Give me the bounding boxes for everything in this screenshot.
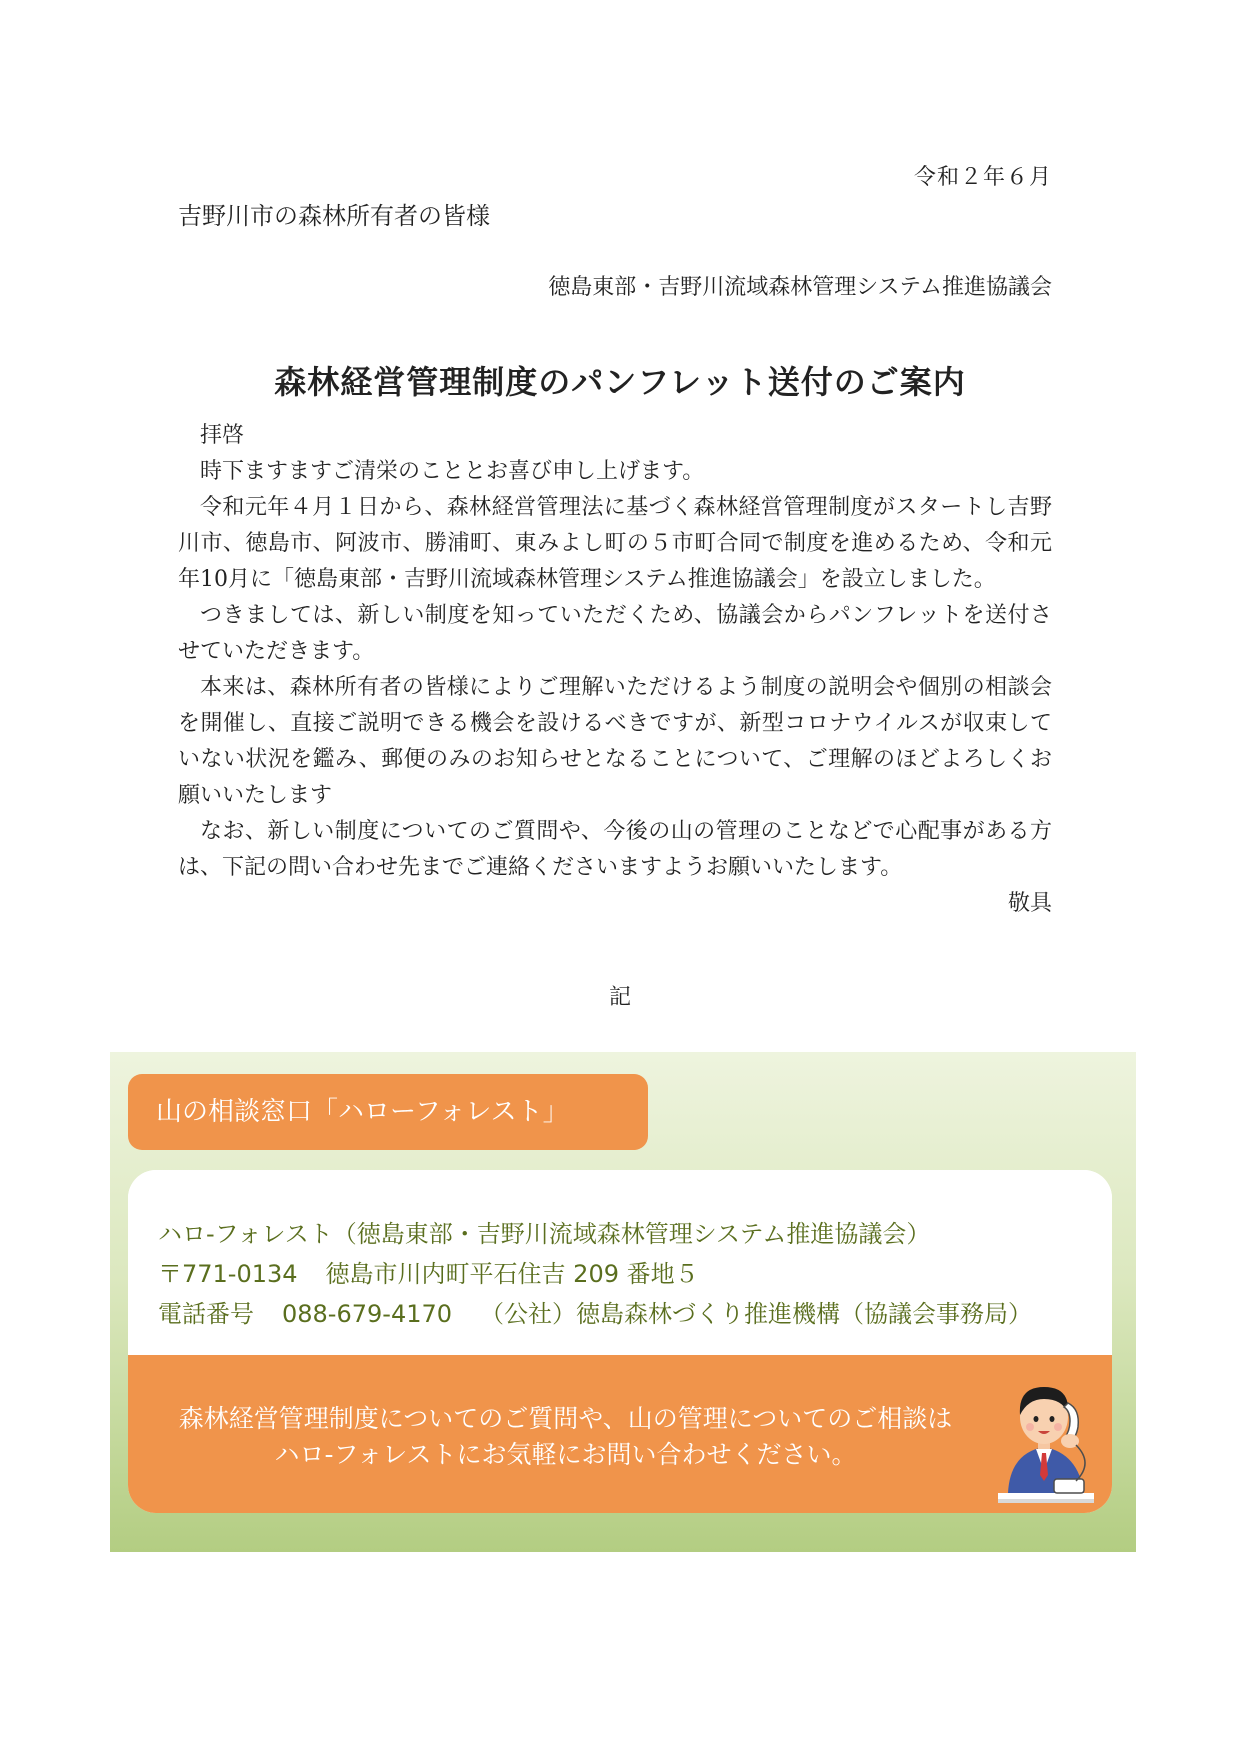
document-title: 森林経営管理制度のパンフレット送付のご案内 <box>274 363 966 401</box>
phone-line <box>158 1294 1032 1329</box>
closing: 敬具 <box>1007 891 1052 916</box>
greeting: 拝啓 <box>200 423 245 448</box>
sender: 徳島東部・吉野川流域森林管理システム推進協議会 <box>548 275 1052 300</box>
office-name: （公社）徳島森林づくり推進機構（協議会事務局） <box>480 1300 1033 1328</box>
person-on-phone-icon <box>998 1375 1094 1505</box>
phone-label: 電話番号 <box>158 1300 254 1328</box>
ki-marker: 記 <box>608 985 631 1010</box>
paragraph: 本来は、森林所有者の皆様によりご理解いただけるよう制度の説明会や個別の相談会を開催し、直接ご説明できる機会を設けるべきですが、新型コロナウイルスが収束していない状況を鑑み、郵便のみのお知らせとなることについて、ご理解のほどよろしくお願いいたします <box>178 675 1052 808</box>
recipient: 吉野川市の森林所有者の皆様 <box>178 202 490 230</box>
phone-number: 088-679-4170 <box>282 1300 453 1328</box>
address: 徳島市川内町平石住吉 209 番地５ <box>325 1260 699 1288</box>
address-line <box>158 1254 699 1289</box>
paragraph: 令和元年４月１日から、森林経営管理法に基づく森林経営管理制度がスタートし吉野川市、徳島市、阿波市、勝浦町、東みよし町の５市町合同で制度を進めるため、令和元年10月に「徳島東部・吉野川流域森林管理システム推進協議会」を設立しました。 <box>178 495 1052 592</box>
letter-body <box>178 418 1052 922</box>
paragraph: なお、新しい制度についてのご質問や、今後の山の管理のことなどで心配事がある方は、下記の問い合わせ先までご連絡くださいますようお願いいたします。 <box>178 819 1052 880</box>
notice-line: ハロ-フォレストにお気軽にお問い合わせください。 <box>274 1440 857 1469</box>
letter-date: 令和２年６月 <box>913 165 1052 190</box>
postal-code: 〒771-0134 <box>158 1260 298 1288</box>
contact-details <box>128 1170 1112 1355</box>
notice-band <box>128 1355 1112 1513</box>
contact-card <box>128 1170 1112 1513</box>
notice-line: 森林経営管理制度についてのご質問や、山の管理についてのご相談は <box>178 1404 953 1433</box>
paragraph: 時下ますますご清栄のこととお喜び申し上げます。 <box>200 459 705 484</box>
contact-heading: 山の相談窓口「ハローフォレスト」 <box>128 1074 648 1150</box>
paragraph: つきましては、新しい制度を知っていただくため、協議会からパンフレットを送付させていただきます。 <box>178 603 1052 664</box>
organization-line: ハロ-フォレスト（徳島東部・吉野川流域森林管理システム推進協議会） <box>158 1220 931 1248</box>
